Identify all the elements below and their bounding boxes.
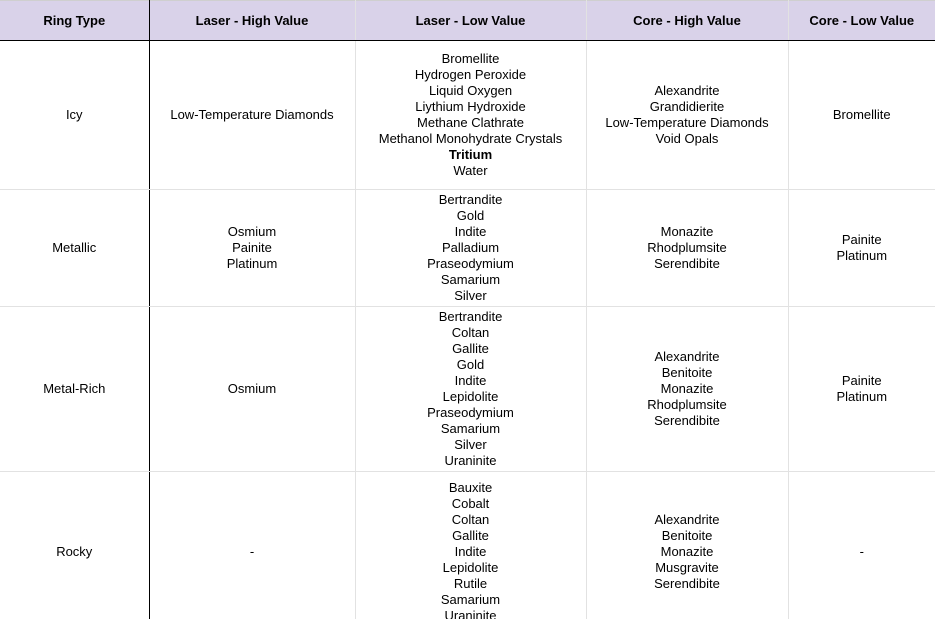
cell-line: Serendibite [654, 575, 720, 591]
cell-core-high[interactable] [586, 190, 788, 307]
cell-line: Painite [841, 373, 882, 388]
cell-line: Samarium [440, 591, 501, 607]
cell-core-high[interactable] [586, 41, 788, 190]
cell-line: Low-Temperature Diamonds [605, 115, 769, 130]
header-ring-type[interactable]: Ring Type [0, 1, 149, 41]
cell-line: Liquid Oxygen [428, 83, 513, 98]
header-core-low-value[interactable]: Core - Low Value [788, 1, 935, 41]
cell-line: Bertrandite [438, 192, 503, 207]
cell-line: Void Opals [655, 131, 719, 146]
cell-line: Monazite [660, 224, 714, 239]
cell-line: Silver [454, 288, 487, 303]
header-laser-low-value[interactable]: Laser - Low Value [355, 1, 586, 41]
cell-line: Gallite [452, 527, 489, 543]
cell-line: Indite [454, 543, 487, 559]
cell-line: Water [453, 163, 488, 178]
cell-line: Gallite [452, 341, 489, 356]
cell-line: Methanol Monohydrate Crystals [378, 131, 563, 146]
cell-core-high[interactable] [586, 472, 788, 619]
cell-line: Samarium [440, 421, 501, 436]
cell-line: Low-Temperature Diamonds [170, 107, 334, 122]
cell-line: Musgravite [655, 559, 719, 575]
cell-line: Bromellite [832, 107, 891, 122]
cell-laser-low[interactable] [355, 307, 586, 472]
cell-line: Monazite [660, 381, 714, 396]
header-core-high-value[interactable]: Core - High Value [586, 1, 788, 41]
cell-line: Gold [456, 208, 485, 223]
cell-ring-type[interactable]: Metal-Rich [0, 307, 149, 472]
cell-core-low[interactable] [788, 190, 935, 307]
cell-line: Osmium [227, 224, 277, 239]
table-row [0, 41, 935, 190]
cell-laser-high[interactable] [149, 41, 355, 190]
cell-line: Lepidolite [442, 559, 499, 575]
cell-line: Uraninite [444, 453, 497, 468]
cell-line: Alexandrite [654, 511, 720, 527]
cell-line: Rhodplumsite [647, 397, 727, 412]
cell-line: Grandidierite [649, 99, 725, 114]
cell-line: Lepidolite [442, 389, 499, 404]
cell-core-high[interactable] [586, 307, 788, 472]
cell-line: Painite [232, 240, 272, 255]
cell-line: Bromellite [441, 51, 500, 66]
cell-line: Praseodymium [427, 405, 514, 420]
cell-line: Hydrogen Peroxide [414, 67, 527, 82]
cell-laser-low[interactable] [355, 472, 586, 619]
cell-core-low[interactable] [788, 472, 935, 619]
table-row [0, 190, 935, 307]
cell-line: Methane Clathrate [417, 115, 524, 130]
cell-laser-low[interactable] [355, 190, 586, 307]
cell-line: Tritium [448, 147, 493, 162]
cell-line: Silver [454, 437, 487, 452]
cell-line: Platinum [836, 248, 888, 263]
cell-line: Platinum [836, 389, 888, 404]
table-row [0, 472, 935, 619]
cell-line: Liythium Hydroxide [415, 99, 526, 114]
cell-line: Serendibite [654, 413, 720, 428]
cell-ring-type[interactable]: Rocky [0, 472, 149, 619]
cell-line: Serendibite [654, 256, 720, 271]
cell-laser-high[interactable] [149, 472, 355, 619]
cell-line: Uraninite [444, 607, 497, 619]
cell-line: Bauxite [448, 479, 493, 495]
cell-line: Alexandrite [654, 349, 720, 364]
cell-line: Coltan [451, 511, 490, 527]
cell-line: Alexandrite [654, 83, 720, 98]
cell-ring-type[interactable]: Icy [0, 41, 149, 190]
cell-line: Gold [456, 357, 485, 372]
cell-line: Samarium [440, 272, 501, 287]
cell-core-low[interactable] [788, 41, 935, 190]
cell-line: Painite [841, 232, 882, 247]
cell-line: Rutile [453, 575, 488, 591]
cell-core-low[interactable] [788, 307, 935, 472]
cell-line: Coltan [451, 325, 490, 340]
cell-laser-high[interactable] [149, 190, 355, 307]
cell-line: Indite [454, 373, 487, 388]
cell-laser-high[interactable] [149, 307, 355, 472]
cell-line: Rhodplumsite [647, 240, 727, 255]
header-laser-high-value[interactable]: Laser - High Value [149, 1, 355, 41]
cell-ring-type[interactable]: Metallic [0, 190, 149, 307]
cell-line: Benitoite [661, 527, 713, 543]
table-row [0, 307, 935, 472]
cell-line: Bertrandite [438, 309, 503, 324]
cell-line: - [859, 543, 864, 559]
cell-line: - [249, 543, 255, 559]
cell-line: Monazite [660, 543, 714, 559]
header-row [0, 1, 935, 41]
cell-line: Indite [454, 224, 487, 239]
cell-laser-low[interactable] [355, 41, 586, 190]
cell-line: Cobalt [451, 495, 490, 511]
cell-line: Palladium [441, 240, 500, 255]
cell-line: Osmium [227, 381, 277, 396]
cell-line: Platinum [226, 256, 278, 271]
cell-line: Benitoite [661, 365, 713, 380]
cell-line: Praseodymium [427, 256, 514, 271]
